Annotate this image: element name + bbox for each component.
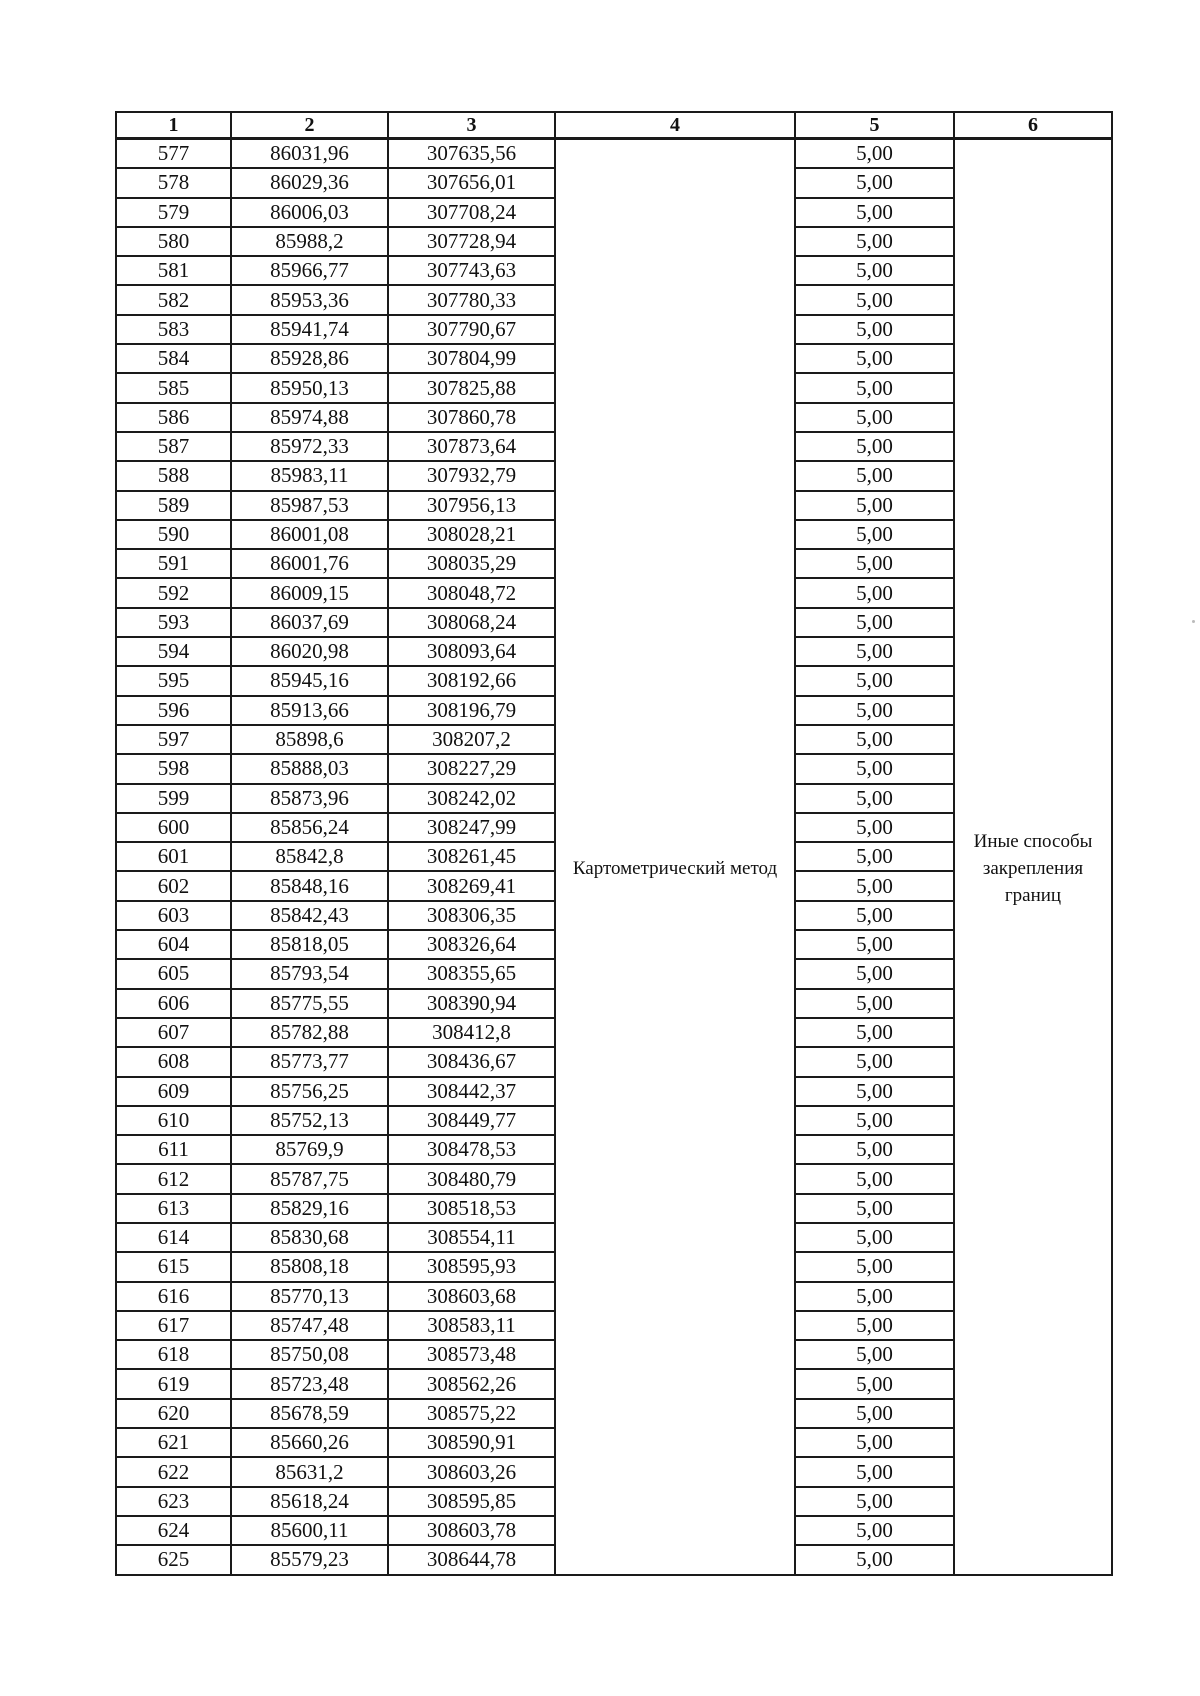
coordinate-x-cell: 85752,13: [231, 1106, 388, 1135]
point-number-cell: 580: [116, 227, 231, 256]
coordinate-x-cell: 85787,75: [231, 1164, 388, 1193]
coordinate-y-cell: 308562,26: [388, 1369, 555, 1398]
coordinate-y-cell: 308207,2: [388, 725, 555, 754]
coordinate-x-cell: 85842,43: [231, 901, 388, 930]
coordinate-y-cell: 307804,99: [388, 344, 555, 373]
point-number-cell: 610: [116, 1106, 231, 1135]
point-number-cell: 609: [116, 1077, 231, 1106]
coordinate-y-cell: 308575,22: [388, 1399, 555, 1428]
accuracy-cell: 5,00: [795, 1369, 954, 1398]
coordinate-x-cell: 85775,55: [231, 989, 388, 1018]
coordinate-y-cell: 308261,45: [388, 842, 555, 871]
column-header-4: 4: [555, 112, 795, 139]
accuracy-cell: 5,00: [795, 1399, 954, 1428]
coordinate-x-cell: 85600,11: [231, 1516, 388, 1545]
coordinate-y-cell: 308306,35: [388, 901, 555, 930]
point-number-cell: 583: [116, 315, 231, 344]
coordinate-y-cell: 308390,94: [388, 989, 555, 1018]
coordinate-y-cell: 308269,41: [388, 871, 555, 900]
accuracy-cell: 5,00: [795, 1487, 954, 1516]
accuracy-cell: 5,00: [795, 256, 954, 285]
coordinate-x-cell: 85747,48: [231, 1311, 388, 1340]
coordinate-y-cell: 307708,24: [388, 198, 555, 227]
point-number-cell: 605: [116, 959, 231, 988]
coordinate-y-cell: 307728,94: [388, 227, 555, 256]
boundary-points-table: [115, 111, 1113, 1576]
accuracy-cell: 5,00: [795, 1223, 954, 1252]
accuracy-cell: 5,00: [795, 725, 954, 754]
accuracy-cell: 5,00: [795, 139, 954, 169]
accuracy-cell: 5,00: [795, 168, 954, 197]
coordinate-x-cell: 86020,98: [231, 637, 388, 666]
coordinate-y-cell: 307825,88: [388, 373, 555, 402]
fixation-method-cell: Иные способы закрепления границ: [954, 139, 1112, 1575]
point-number-cell: 603: [116, 901, 231, 930]
coordinate-x-cell: 85983,11: [231, 461, 388, 490]
accuracy-cell: 5,00: [795, 1457, 954, 1486]
point-number-cell: 582: [116, 285, 231, 314]
accuracy-cell: 5,00: [795, 930, 954, 959]
coordinate-y-cell: 308093,64: [388, 637, 555, 666]
accuracy-cell: 5,00: [795, 1106, 954, 1135]
accuracy-cell: 5,00: [795, 1018, 954, 1047]
accuracy-cell: 5,00: [795, 491, 954, 520]
accuracy-cell: 5,00: [795, 1194, 954, 1223]
point-number-cell: 601: [116, 842, 231, 871]
accuracy-cell: 5,00: [795, 344, 954, 373]
point-number-cell: 604: [116, 930, 231, 959]
coordinate-x-cell: 85974,88: [231, 403, 388, 432]
point-number-cell: 599: [116, 784, 231, 813]
point-number-cell: 590: [116, 520, 231, 549]
point-number-cell: 588: [116, 461, 231, 490]
accuracy-cell: 5,00: [795, 1428, 954, 1457]
coordinate-x-cell: 85987,53: [231, 491, 388, 520]
coordinate-y-cell: 308583,11: [388, 1311, 555, 1340]
point-number-cell: 607: [116, 1018, 231, 1047]
coordinate-x-cell: 85830,68: [231, 1223, 388, 1252]
accuracy-cell: 5,00: [795, 959, 954, 988]
column-header-6: 6: [954, 112, 1112, 139]
accuracy-cell: 5,00: [795, 1516, 954, 1545]
table-body: [116, 139, 1112, 1575]
point-number-cell: 618: [116, 1340, 231, 1369]
coordinate-y-cell: 307790,67: [388, 315, 555, 344]
accuracy-cell: 5,00: [795, 461, 954, 490]
point-number-cell: 595: [116, 666, 231, 695]
accuracy-cell: 5,00: [795, 198, 954, 227]
point-number-cell: 587: [116, 432, 231, 461]
coordinate-x-cell: 85618,24: [231, 1487, 388, 1516]
column-header-5: 5: [795, 112, 954, 139]
coordinate-y-cell: 308035,29: [388, 549, 555, 578]
coordinate-y-cell: 308355,65: [388, 959, 555, 988]
point-number-cell: 592: [116, 578, 231, 607]
point-number-cell: 598: [116, 754, 231, 783]
accuracy-cell: 5,00: [795, 989, 954, 1018]
coordinate-y-cell: 308412,8: [388, 1018, 555, 1047]
column-header-3: 3: [388, 112, 555, 139]
coordinate-x-cell: 85966,77: [231, 256, 388, 285]
accuracy-cell: 5,00: [795, 549, 954, 578]
coordinate-y-cell: 307780,33: [388, 285, 555, 314]
coordinate-y-cell: 307860,78: [388, 403, 555, 432]
coordinate-y-cell: 308449,77: [388, 1106, 555, 1135]
coordinate-x-cell: 85856,24: [231, 813, 388, 842]
coordinate-x-cell: 85898,6: [231, 725, 388, 754]
coordinate-y-cell: 308573,48: [388, 1340, 555, 1369]
coordinate-x-cell: 85953,36: [231, 285, 388, 314]
point-number-cell: 596: [116, 696, 231, 725]
point-number-cell: 581: [116, 256, 231, 285]
coordinate-x-cell: 86001,76: [231, 549, 388, 578]
scan-speck: [1192, 620, 1195, 623]
coordinate-x-cell: 85945,16: [231, 666, 388, 695]
coordinate-y-cell: 308227,29: [388, 754, 555, 783]
point-number-cell: 617: [116, 1311, 231, 1340]
coordinate-x-cell: 85773,77: [231, 1047, 388, 1076]
point-number-cell: 597: [116, 725, 231, 754]
accuracy-cell: 5,00: [795, 1077, 954, 1106]
coordinate-y-cell: 308196,79: [388, 696, 555, 725]
point-number-cell: 593: [116, 608, 231, 637]
coordinate-x-cell: 85972,33: [231, 432, 388, 461]
coordinate-y-cell: 308603,78: [388, 1516, 555, 1545]
point-number-cell: 594: [116, 637, 231, 666]
coordinate-x-cell: 86031,96: [231, 139, 388, 169]
point-number-cell: 579: [116, 198, 231, 227]
point-number-cell: 623: [116, 1487, 231, 1516]
coordinate-x-cell: 85829,16: [231, 1194, 388, 1223]
coordinate-x-cell: 85770,13: [231, 1282, 388, 1311]
coordinate-y-cell: 308247,99: [388, 813, 555, 842]
accuracy-cell: 5,00: [795, 901, 954, 930]
accuracy-cell: 5,00: [795, 432, 954, 461]
accuracy-cell: 5,00: [795, 1311, 954, 1340]
accuracy-cell: 5,00: [795, 637, 954, 666]
coordinate-x-cell: 86001,08: [231, 520, 388, 549]
header-row: [116, 112, 1112, 139]
coordinate-y-cell: 308442,37: [388, 1077, 555, 1106]
coordinate-x-cell: 86029,36: [231, 168, 388, 197]
coordinate-x-cell: 85888,03: [231, 754, 388, 783]
point-number-cell: 620: [116, 1399, 231, 1428]
coordinate-y-cell: 308595,85: [388, 1487, 555, 1516]
column-header-1: 1: [116, 112, 231, 139]
point-number-cell: 616: [116, 1282, 231, 1311]
coordinate-y-cell: 308603,26: [388, 1457, 555, 1486]
coordinate-x-cell: 85631,2: [231, 1457, 388, 1486]
point-number-cell: 608: [116, 1047, 231, 1076]
coordinate-x-cell: 85769,9: [231, 1135, 388, 1164]
coordinate-y-cell: 308554,11: [388, 1223, 555, 1252]
point-number-cell: 621: [116, 1428, 231, 1457]
accuracy-cell: 5,00: [795, 1252, 954, 1281]
accuracy-cell: 5,00: [795, 1340, 954, 1369]
coordinate-x-cell: 85848,16: [231, 871, 388, 900]
method-cell: Картометрический метод: [555, 139, 795, 1575]
coordinate-x-cell: 85782,88: [231, 1018, 388, 1047]
accuracy-cell: 5,00: [795, 285, 954, 314]
point-number-cell: 577: [116, 139, 231, 169]
coordinate-x-cell: 85723,48: [231, 1369, 388, 1398]
accuracy-cell: 5,00: [795, 373, 954, 402]
coordinate-y-cell: 307635,56: [388, 139, 555, 169]
accuracy-cell: 5,00: [795, 784, 954, 813]
accuracy-cell: 5,00: [795, 403, 954, 432]
point-number-cell: 613: [116, 1194, 231, 1223]
coordinate-y-cell: 307956,13: [388, 491, 555, 520]
coordinate-x-cell: 86006,03: [231, 198, 388, 227]
accuracy-cell: 5,00: [795, 842, 954, 871]
coordinate-y-cell: 308603,68: [388, 1282, 555, 1311]
coordinate-x-cell: 85793,54: [231, 959, 388, 988]
coordinate-y-cell: 308478,53: [388, 1135, 555, 1164]
coordinate-y-cell: 308192,66: [388, 666, 555, 695]
point-number-cell: 591: [116, 549, 231, 578]
coordinate-x-cell: 85678,59: [231, 1399, 388, 1428]
accuracy-cell: 5,00: [795, 315, 954, 344]
coordinate-y-cell: 308644,78: [388, 1545, 555, 1574]
coordinate-x-cell: 85579,23: [231, 1545, 388, 1574]
coordinate-y-cell: 308048,72: [388, 578, 555, 607]
accuracy-cell: 5,00: [795, 754, 954, 783]
point-number-cell: 585: [116, 373, 231, 402]
point-number-cell: 606: [116, 989, 231, 1018]
coordinate-y-cell: 308436,67: [388, 1047, 555, 1076]
coordinate-x-cell: 85756,25: [231, 1077, 388, 1106]
point-number-cell: 619: [116, 1369, 231, 1398]
coordinate-y-cell: 308590,91: [388, 1428, 555, 1457]
coordinate-x-cell: 85873,96: [231, 784, 388, 813]
coordinate-x-cell: 85913,66: [231, 696, 388, 725]
coordinate-y-cell: 307873,64: [388, 432, 555, 461]
coordinate-y-cell: 307656,01: [388, 168, 555, 197]
point-number-cell: 615: [116, 1252, 231, 1281]
point-number-cell: 625: [116, 1545, 231, 1574]
coordinate-y-cell: 307932,79: [388, 461, 555, 490]
coordinate-x-cell: 85660,26: [231, 1428, 388, 1457]
coordinate-x-cell: 85928,86: [231, 344, 388, 373]
accuracy-cell: 5,00: [795, 1164, 954, 1193]
accuracy-cell: 5,00: [795, 1282, 954, 1311]
coordinate-x-cell: 85988,2: [231, 227, 388, 256]
accuracy-cell: 5,00: [795, 578, 954, 607]
accuracy-cell: 5,00: [795, 871, 954, 900]
point-number-cell: 586: [116, 403, 231, 432]
point-number-cell: 611: [116, 1135, 231, 1164]
accuracy-cell: 5,00: [795, 696, 954, 725]
coordinate-x-cell: 85842,8: [231, 842, 388, 871]
coordinate-x-cell: 86009,15: [231, 578, 388, 607]
accuracy-cell: 5,00: [795, 227, 954, 256]
accuracy-cell: 5,00: [795, 520, 954, 549]
point-number-cell: 614: [116, 1223, 231, 1252]
accuracy-cell: 5,00: [795, 608, 954, 637]
accuracy-cell: 5,00: [795, 1545, 954, 1574]
point-number-cell: 602: [116, 871, 231, 900]
column-header-2: 2: [231, 112, 388, 139]
point-number-cell: 600: [116, 813, 231, 842]
coordinate-x-cell: 85818,05: [231, 930, 388, 959]
accuracy-cell: 5,00: [795, 1135, 954, 1164]
coordinate-y-cell: 308518,53: [388, 1194, 555, 1223]
accuracy-cell: 5,00: [795, 1047, 954, 1076]
point-number-cell: 578: [116, 168, 231, 197]
coordinate-y-cell: 308595,93: [388, 1252, 555, 1281]
coordinate-x-cell: 85941,74: [231, 315, 388, 344]
point-number-cell: 624: [116, 1516, 231, 1545]
coordinate-y-cell: 307743,63: [388, 256, 555, 285]
point-number-cell: 589: [116, 491, 231, 520]
coordinate-y-cell: 308068,24: [388, 608, 555, 637]
accuracy-cell: 5,00: [795, 813, 954, 842]
point-number-cell: 612: [116, 1164, 231, 1193]
point-number-cell: 622: [116, 1457, 231, 1486]
accuracy-cell: 5,00: [795, 666, 954, 695]
coordinate-y-cell: 308326,64: [388, 930, 555, 959]
coordinate-x-cell: 85750,08: [231, 1340, 388, 1369]
coordinate-x-cell: 85808,18: [231, 1252, 388, 1281]
coordinate-x-cell: 85950,13: [231, 373, 388, 402]
table-header: [116, 112, 1112, 139]
point-number-cell: 584: [116, 344, 231, 373]
coordinate-y-cell: 308242,02: [388, 784, 555, 813]
coordinate-y-cell: 308028,21: [388, 520, 555, 549]
coordinate-y-cell: 308480,79: [388, 1164, 555, 1193]
coordinate-x-cell: 86037,69: [231, 608, 388, 637]
table-row: [116, 139, 1112, 169]
